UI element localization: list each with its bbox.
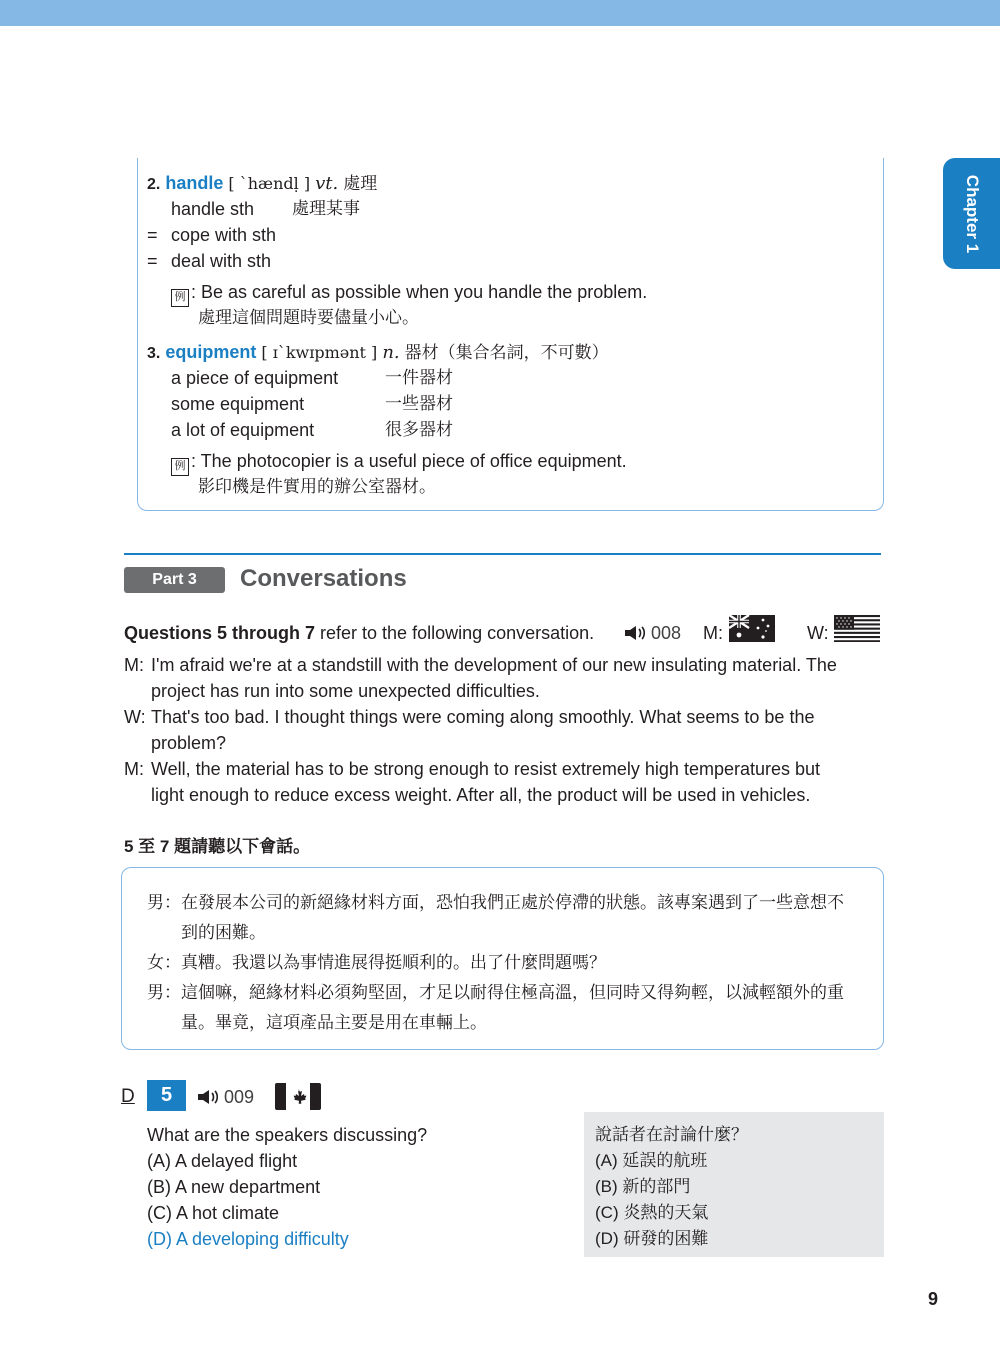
vocab-phrase: a piece of equipment — [171, 368, 339, 388]
vocab-phrase: a lot of equipment — [171, 420, 315, 440]
usa-flag-icon — [834, 615, 880, 642]
page-number: 9 — [928, 1289, 939, 1309]
example-text: : The photocopier is a useful piece of office equipment. — [191, 451, 627, 471]
audio-track[interactable] — [197, 1086, 254, 1108]
vocab-word: handle — [165, 173, 224, 193]
vocab-meaning: 處理 — [343, 174, 378, 193]
translation-line: 到的困難。 — [181, 923, 266, 942]
audio-track[interactable] — [624, 622, 681, 644]
vocab-example — [171, 450, 627, 476]
vocab-pos: n. — [382, 342, 400, 363]
chapter-tab-label: Chapter 1 — [962, 174, 982, 253]
example-icon: 例 — [171, 289, 189, 307]
vocab-phrase-zh: 一些器材 — [385, 394, 453, 413]
vocab-synonym: deal with sth — [171, 251, 272, 271]
section-divider — [124, 553, 881, 555]
vocab-word: equipment — [165, 342, 257, 362]
conversation-line: problem? — [151, 733, 227, 753]
vocab-phrase-zh: 處理某事 — [292, 199, 360, 218]
translation-line: 女：真糟。我還以為事情進展得挺順利的。出了什麼問題嗎？ — [147, 953, 606, 972]
translation-line: 男：這個嘛，絕緣材料必須夠堅固，才足以耐得住極高溫，但同時又得夠輕，以減輕額外的重 — [147, 983, 844, 1002]
vocab-synonym: cope with sth — [171, 225, 277, 245]
australia-flag-icon — [729, 615, 775, 642]
track-number: 008 — [651, 623, 682, 643]
example-text: : Be as careful as possible when you handle the problem. — [191, 282, 648, 302]
conversation-line: I'm afraid we're at a standstill with the development of our new insulating material. The — [151, 655, 837, 675]
conversation-speaker: M: — [124, 759, 144, 779]
vocab-example-zh: 影印機是件實用的辦公室器材。 — [198, 477, 436, 496]
answer-option-zh: (D) 研發的困難 — [595, 1229, 709, 1248]
vocab-number: 2. — [147, 176, 161, 193]
chapter-tab[interactable] — [943, 158, 1000, 269]
zh-heading: 5 至 7 題請聽以下會話。 — [124, 837, 311, 856]
answer-option-correct[interactable]: (D) A developing difficulty — [147, 1229, 349, 1249]
equals-sign: = — [147, 225, 158, 245]
vocab-example — [171, 281, 647, 307]
answer-option-zh: (B) 新的部門 — [595, 1177, 691, 1196]
top-color-bar — [0, 0, 1000, 26]
conversation-line: light enough to reduce excess weight. After all, the product will be used in vehicles. — [151, 785, 811, 805]
answer-key: D — [121, 1086, 135, 1107]
question-number: 5 — [147, 1080, 186, 1111]
answer-option[interactable]: (A) A delayed flight — [147, 1151, 298, 1171]
example-icon: 例 — [171, 458, 189, 476]
part-title: Conversations — [240, 565, 407, 592]
questions-instruction: refer to the following conversation. — [315, 623, 595, 643]
female-speaker-label: W: — [807, 623, 829, 643]
answer-option[interactable]: (B) A new department — [147, 1177, 321, 1197]
male-speaker-label: M: — [703, 623, 723, 643]
conversation-line: Well, the material has to be strong enough to resist extremely high temperatures but — [151, 759, 821, 779]
part-badge: Part 3 — [124, 567, 225, 593]
vocab-phrase: handle sth — [171, 199, 255, 219]
vocab-phrase-zh: 一件器材 — [385, 368, 453, 387]
conversation-speaker: M: — [124, 655, 144, 675]
answer-option-zh: (A) 延誤的航班 — [595, 1151, 708, 1170]
conversation-line: That's too bad. I thought things were coming along smoothly. What seems to be the — [151, 707, 815, 727]
track-number: 009 — [224, 1087, 255, 1107]
vocab-ipa: [ ɪˋkwɪpmənt ] — [261, 343, 378, 362]
answer-option[interactable]: (C) A hot climate — [147, 1203, 280, 1223]
question-prompt-zh: 說話者在討論什麼？ — [595, 1125, 748, 1144]
vocab-number: 3. — [147, 345, 161, 362]
conversation-speaker: W: — [124, 707, 146, 727]
translation-line: 量。畢竟，這項產品主要是用在車輛上。 — [181, 1013, 487, 1032]
questions-header — [124, 622, 594, 644]
vocab-ipa: [ ˋhændḷ ] — [228, 174, 311, 193]
question-prompt: What are the speakers discussing? — [147, 1125, 428, 1145]
vocab-meaning: 器材（集合名詞，不可數） — [404, 343, 609, 362]
answer-option-zh: (C) 炎熱的天氣 — [595, 1203, 709, 1222]
canada-flag-icon — [275, 1083, 321, 1110]
equals-sign: = — [147, 251, 158, 271]
vocab-phrase: some equipment — [171, 394, 305, 414]
questions-range: Questions 5 through 7 — [124, 623, 316, 643]
vocab-example-zh: 處理這個問題時要儘量小心。 — [198, 308, 419, 327]
vocab-item-equipment-header — [147, 341, 609, 365]
vocab-item-handle-header — [147, 172, 377, 196]
vocab-phrase-zh: 很多器材 — [385, 420, 453, 439]
speaker-icon — [624, 625, 646, 641]
speaker-icon — [197, 1089, 219, 1105]
translation-line: 男：在發展本公司的新絕緣材料方面，恐怕我們正處於停滯的狀態。該專案遇到了一些意想不 — [147, 893, 844, 912]
vocab-pos: vt. — [315, 173, 339, 194]
conversation-line: project has run into some unexpected difficulties. — [151, 681, 540, 701]
